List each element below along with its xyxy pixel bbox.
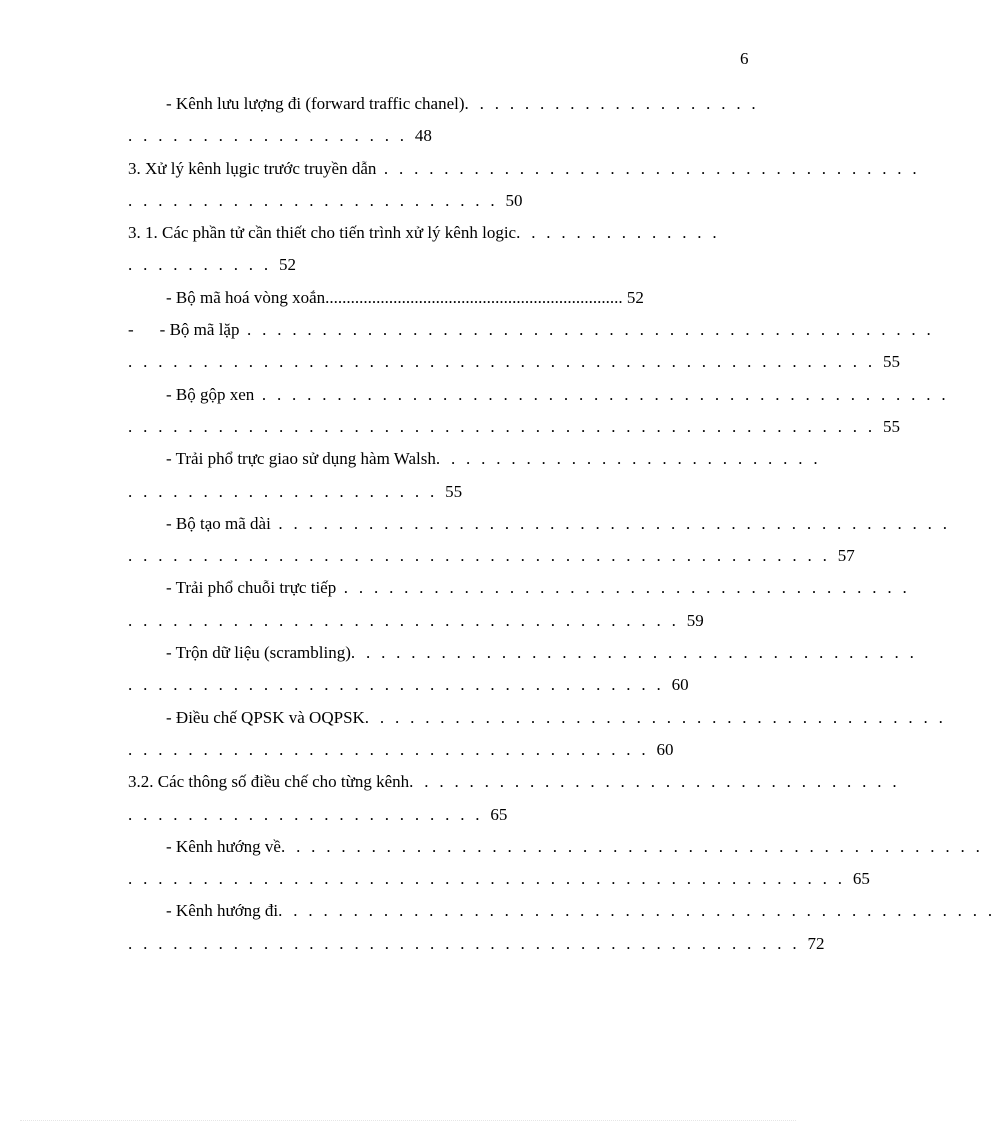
toc-entry-title: - Kênh hướng đi [166, 901, 279, 921]
toc-page-number: 55 [883, 416, 900, 436]
dot-leader: . . . . . . . . . . . . . . . . . . . . . . . . . . . . . . . . . . . . . . [350, 643, 918, 663]
toc-line [128, 379, 949, 411]
dot-leader: . . . . . . . . . . . . . . . . . . . . . . . . . . . . . . . . . . . . . [128, 610, 687, 630]
dot-leader: . . . . . . . . . . . . . . . . . . . . . . . . . . . . . . . . . [409, 772, 900, 792]
toc-line [128, 702, 947, 734]
toc-line [128, 508, 951, 540]
toc-entry-title: - [128, 320, 134, 340]
dot-leader: . . . . . . . . . . . . . . . . . . . . . . . . . . . . . . . . . . . . . . . . . . . . . . . . . . [128, 416, 883, 436]
dot-leader: . . . . . . . . . . . . . . . . . . . . . . . . . . [435, 449, 821, 469]
dot-leader: . . . . . . . . . . . . . . . . . . . . . . . . . . . . . . . . . . . . . . . . . . . . . [128, 933, 808, 953]
toc-entry-title: - Bộ mã lặp [159, 320, 240, 340]
toc-entry-title: 3. 1. Các phần tử cần thiết cho tiến trình xử lý kênh logic [128, 223, 517, 243]
dot-leader: . . . . . . . . . . . . . . . . . . . . . . . . . . . . . . . . . . . . . . . . . . . . . . . . [278, 901, 995, 921]
dot-leader: ...................................................................... [325, 287, 627, 307]
toc-line [128, 249, 748, 281]
toc-entry-title: - Bộ mã hoá vòng xoắn [166, 287, 326, 307]
toc-line [128, 669, 748, 701]
toc-line [128, 346, 900, 378]
toc-line [128, 282, 748, 314]
toc-line [128, 734, 748, 766]
toc-line [128, 766, 900, 798]
toc-page-number: 59 [686, 610, 704, 630]
dot-leader: . . . . . . . . . . [128, 255, 279, 275]
footer-divider [20, 1120, 796, 1121]
toc-line [128, 411, 900, 443]
toc-page-number: 72 [807, 933, 825, 953]
toc-line [128, 153, 920, 185]
toc-page-number: 52 [626, 287, 644, 307]
dot-leader: . . . . . . . . . . . . . . . . . . . . . . . . . . . . . . . . . . . . . . . . . . . . . . . . [128, 869, 853, 889]
toc-line [128, 314, 935, 346]
toc-entry-title: 3.2. Các thông số điều chế cho từng kênh [128, 772, 410, 792]
toc-entry-title: 3. Xử lý kênh lụgic trước truyền dẫn [128, 158, 377, 178]
toc-line [128, 217, 748, 249]
dot-leader: . . . . . . . . . . . . . . . . . . . . . . . . . . . . . . . . . . . . . . . . . . . . . . . . . . [128, 352, 883, 372]
toc-entry-title: - Trộn dữ liệu (scrambling) [166, 643, 351, 663]
table-of-contents [128, 88, 995, 960]
toc-line [128, 799, 748, 831]
toc-entry-title: - Kênh lưu lượng đi (forward traffic chanel) [166, 94, 465, 113]
toc-line [128, 185, 748, 217]
toc-page-number: 60 [671, 675, 689, 695]
toc-page-number: 55 [445, 481, 463, 501]
toc-line [128, 572, 911, 604]
toc-entry-title: - Trải phổ chuỗi trực tiếp [166, 578, 337, 598]
dot-leader: . . . . . . . . . . . . . . . . . . . . . [128, 481, 446, 501]
dot-leader: . . . . . . . . . . . . . . . . . . . . . . . . . [128, 190, 506, 210]
toc-page-number: 50 [505, 190, 523, 210]
toc-line [128, 120, 748, 152]
dot-leader: . . . . . . . . . . . . . . . . . . . . . . . . . . . . . . . . . . . . . . [336, 578, 911, 598]
dot-leader: . . . . . . . . . . . . . . . . . . . [128, 126, 415, 146]
toc-entry-title: - Bộ gộp xen [166, 384, 255, 404]
dot-leader: . . . . . . . . . . . . . . . . . . . . . . . . . . . . . . . . . . . . . . . . . . . . . [270, 513, 951, 533]
toc-line [128, 895, 995, 927]
toc-line [128, 605, 748, 637]
toc-page-number: 55 [883, 352, 900, 372]
toc-line [128, 476, 748, 508]
toc-line [128, 831, 984, 863]
toc-page-number: 65 [490, 804, 508, 824]
toc-page-number: 60 [656, 739, 674, 759]
toc-page-number: 48 [414, 126, 432, 146]
dot-leader: . . . . . . . . . . . . . . . . . . . . . . . . . . . . . . . . . . . . . . . . . . . . . . [239, 320, 935, 340]
toc-line [128, 88, 759, 120]
toc-page-number: 65 [852, 869, 870, 889]
dot-leader: . . . . . . . . . . . . . . . . . . . . . . . . . . . . . . . . . . . . [376, 158, 920, 178]
dot-leader: . . . . . . . . . . . . . . . . . . . . . . . . . . . . . . . . . . . . . . . . . . . . . . . [128, 546, 838, 566]
dot-leader: . . . . . . . . . . . . . . [516, 223, 720, 243]
toc-line [128, 443, 821, 475]
dot-leader: . . . . . . . . . . . . . . . . . . . . . . . . [128, 804, 491, 824]
toc-line [128, 928, 825, 960]
toc-line [128, 863, 870, 895]
toc-entry-title: - Kênh hướng về [166, 836, 281, 856]
toc-entry-title: - Điều chế QPSK và OQPSK [166, 707, 365, 727]
dot-leader: . . . . . . . . . . . . . . . . . . . . . . . . . . . . . . . . . . . [128, 739, 657, 759]
toc-entry-title: - Trải phổ trực giao sử dụng hàm Walsh [166, 449, 436, 469]
dot-leader: . . . . . . . . . . . . . . . . . . . . . . . . . . . . . . . . . . . . . . . [364, 707, 947, 727]
toc-line [128, 540, 855, 572]
dot-leader: . . . . . . . . . . . . . . . . . . . . . . . . . . . . . . . . . . . . . . . . . . . . . . [254, 384, 949, 404]
toc-page-number: 57 [837, 546, 855, 566]
toc-page-number: 52 [279, 255, 296, 275]
dot-leader: . . . . . . . . . . . . . . . . . . . . [464, 94, 759, 113]
page-number: 6 [740, 49, 749, 68]
toc-entry-title: - Bộ tạo mã dài [166, 513, 271, 533]
toc-line [128, 637, 918, 669]
dot-leader: . . . . . . . . . . . . . . . . . . . . . . . . . . . . . . . . . . . . [128, 675, 672, 695]
dot-leader: . . . . . . . . . . . . . . . . . . . . . . . . . . . . . . . . . . . . . . . . . . . . . . . [280, 836, 984, 856]
